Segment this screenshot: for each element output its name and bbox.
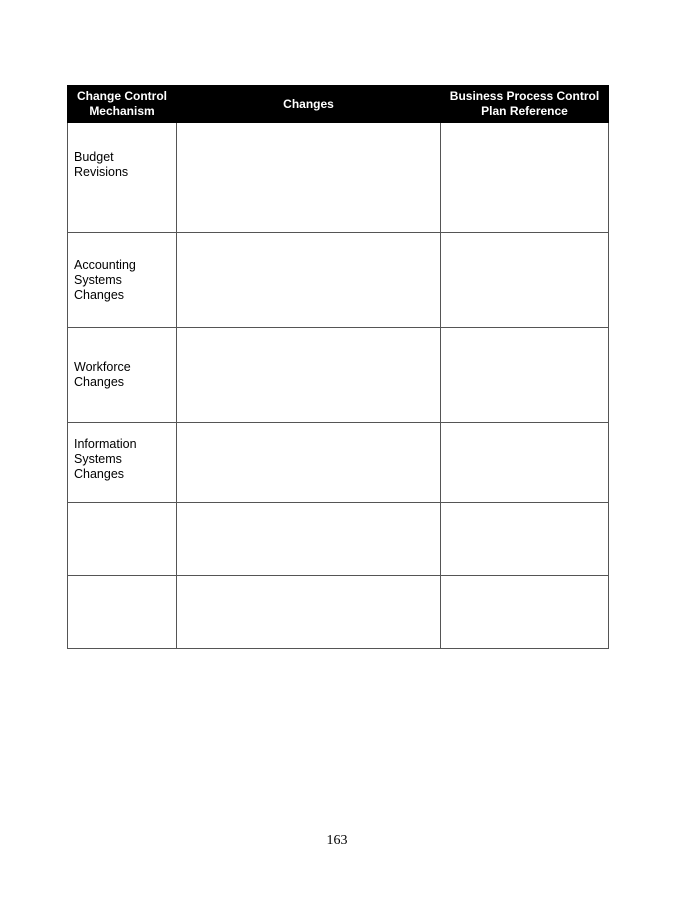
- mechanism-label: Budget Revisions: [74, 149, 129, 179]
- reference-cell: [441, 423, 609, 503]
- table-row: [68, 123, 609, 233]
- changes-cell: [177, 328, 441, 423]
- changes-cell: [177, 423, 441, 503]
- header-changes: Changes: [177, 86, 441, 123]
- reference-cell: [441, 328, 609, 423]
- change-control-table: [67, 85, 609, 649]
- table-header-row: [68, 86, 609, 123]
- changes-cell: [177, 233, 441, 328]
- mechanism-label: Accounting Systems Changes: [74, 257, 136, 302]
- table-row: [68, 328, 609, 423]
- reference-cell: [441, 503, 609, 576]
- changes-cell: [177, 503, 441, 576]
- changes-cell: [177, 576, 441, 649]
- table-row: [68, 233, 609, 328]
- mechanism-cell: [68, 503, 177, 576]
- changes-cell: [177, 123, 441, 233]
- table-row: [68, 576, 609, 649]
- table-row: [68, 503, 609, 576]
- mechanism-cell: [68, 423, 177, 503]
- header-change-control-mechanism: Change Control Mechanism: [68, 86, 177, 123]
- mechanism-label: Information Systems Changes: [74, 437, 137, 481]
- mechanism-label: Workforce Changes: [74, 360, 131, 389]
- page-number: 163: [326, 833, 348, 848]
- reference-cell: [441, 123, 609, 233]
- table-row: [68, 423, 609, 503]
- reference-cell: [441, 576, 609, 649]
- header-business-process-control-plan-reference: Business Process Control Plan Reference: [441, 86, 609, 123]
- mechanism-cell: [68, 233, 177, 328]
- reference-cell: [441, 233, 609, 328]
- mechanism-cell: [68, 576, 177, 649]
- mechanism-cell: [68, 328, 177, 423]
- mechanism-cell: [68, 123, 177, 233]
